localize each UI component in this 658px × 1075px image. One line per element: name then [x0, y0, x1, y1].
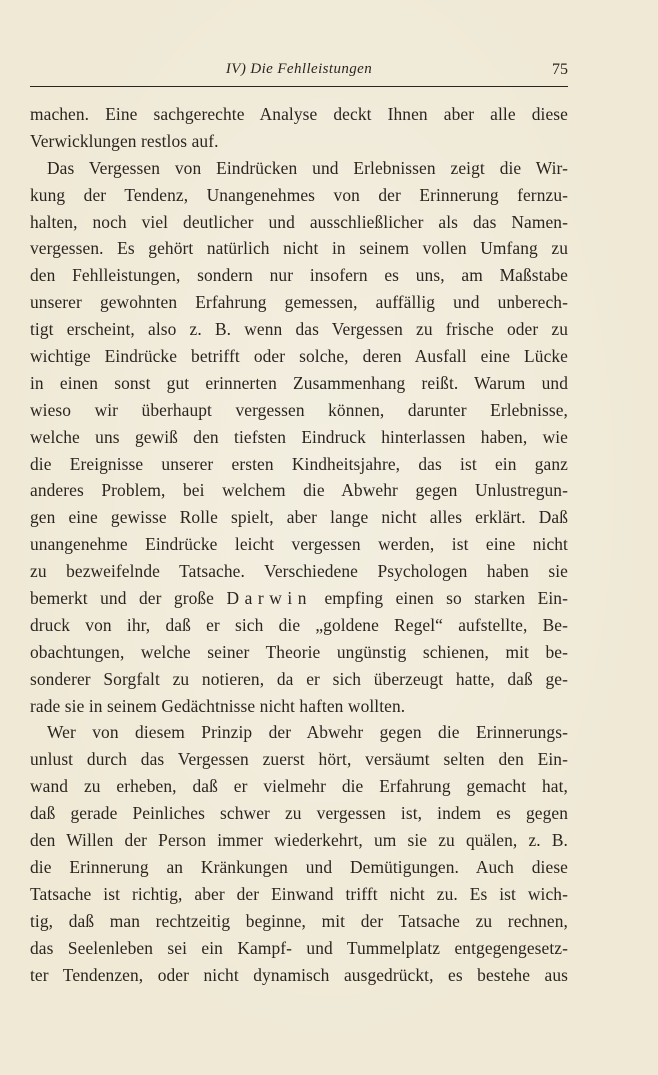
header-rule — [30, 86, 568, 87]
text-line: in einen sonst gut erinnerten Zusammenhang reißt. Warum und — [30, 372, 568, 393]
text-line: Das Vergessen von Eindrücken und Erlebnissen zeigt die Wir- — [47, 157, 568, 178]
text-line: rade sie in seinem Gedächtnisse nicht haften wollten. — [30, 695, 406, 716]
text-fragment: empfing einen so starken Ein- — [312, 588, 568, 609]
text-line: Tatsache ist richtig, aber der Einwand trifft nicht zu. Es ist wich- — [30, 883, 568, 904]
text-line: obachtungen, welche seiner Theorie ungünstig schienen, mit be- — [30, 641, 568, 662]
text-line: tig, daß man rechtzeitig beginne, mit der Tatsache zu rechnen, — [30, 910, 568, 931]
text-line: daß gerade Peinliches schwer zu vergessen ist, indem es gegen — [30, 803, 568, 824]
text-line: die Ereignisse unserer ersten Kindheitsjahre, das ist ein ganz — [30, 453, 568, 474]
text-line: unlust durch das Vergessen zuerst hört, versäumt selten den Ein- — [30, 749, 568, 770]
text-line: wand zu erheben, daß er vielmehr die Erfahrung gemacht hat, — [30, 776, 568, 797]
text-line: gen eine gewisse Rolle spielt, aber lange nicht alles erklärt. Daß — [30, 507, 568, 528]
text-line: das Seelenleben sei ein Kampf- und Tummelplatz entgegengesetz- — [30, 937, 568, 958]
chapter-title: IV) Die Fehlleistungen — [225, 61, 373, 77]
text-line: unserer gewohnten Erfahrung gemessen, auffällig und unberech- — [30, 292, 568, 313]
text-line-darwin — [30, 585, 568, 612]
text-line: den Fehlleistungen, sondern nur insofern es uns, am Maßstabe — [30, 265, 568, 286]
text-line: Verwicklungen restlos auf. — [30, 130, 219, 151]
running-head — [30, 58, 568, 84]
text-line: welche uns gewiß den tiefsten Eindruck hinterlassen haben, wie — [30, 426, 568, 447]
text-line: ter Tendenzen, oder nicht dynamisch ausgedrückt, es bestehe aus — [30, 964, 568, 985]
text-line: halten, noch viel deutlicher und ausschließlicher als das Namen- — [30, 211, 568, 232]
text-line: unangenehme Eindrücke leicht vergessen werden, ist eine nicht — [30, 534, 568, 555]
text-line: wichtige Eindrücke betrifft oder solche, deren Ausfall eine Lücke — [30, 346, 568, 367]
text-fragment: bemerkt und der große — [30, 588, 227, 609]
text-line: kung der Tendenz, Unangenehmes von der Erinnerung fernzu- — [30, 184, 568, 205]
text-line: tigt erscheint, also z. B. wenn das Vergessen zu frische oder zu — [30, 319, 568, 340]
page-number: 75 — [552, 61, 568, 78]
text-line: vergessen. Es gehört natürlich nicht in seinem vollen Umfang zu — [30, 238, 568, 259]
text-line: wieso wir überhaupt vergessen können, darunter Erlebnisse, — [30, 399, 568, 420]
text-line: sonderer Sorgfalt zu notieren, da er sich überzeugt hatte, daß ge- — [30, 668, 568, 689]
text-line: machen. Eine sachgerechte Analyse deckt Ihnen aber alle diese — [30, 104, 568, 124]
text-line: anderes Problem, bei welchem die Abwehr gegen Unlustregun- — [30, 480, 568, 501]
spaced-name-darwin: Darwin — [226, 588, 313, 609]
body-text — [30, 101, 568, 988]
text-line: den Willen der Person immer wiederkehrt, um sie zu quälen, z. B. — [30, 830, 568, 851]
text-line: druck von ihr, daß er sich die „goldene Regel“ aufstellte, Be- — [30, 614, 568, 635]
text-line: die Erinnerung an Kränkungen und Demütigungen. Auch diese — [30, 856, 568, 877]
text-line: zu bezweifelnde Tatsache. Verschiedene Psychologen haben sie — [30, 561, 568, 582]
text-line: Wer von diesem Prinzip der Abwehr gegen die Erinnerungs- — [47, 722, 568, 743]
